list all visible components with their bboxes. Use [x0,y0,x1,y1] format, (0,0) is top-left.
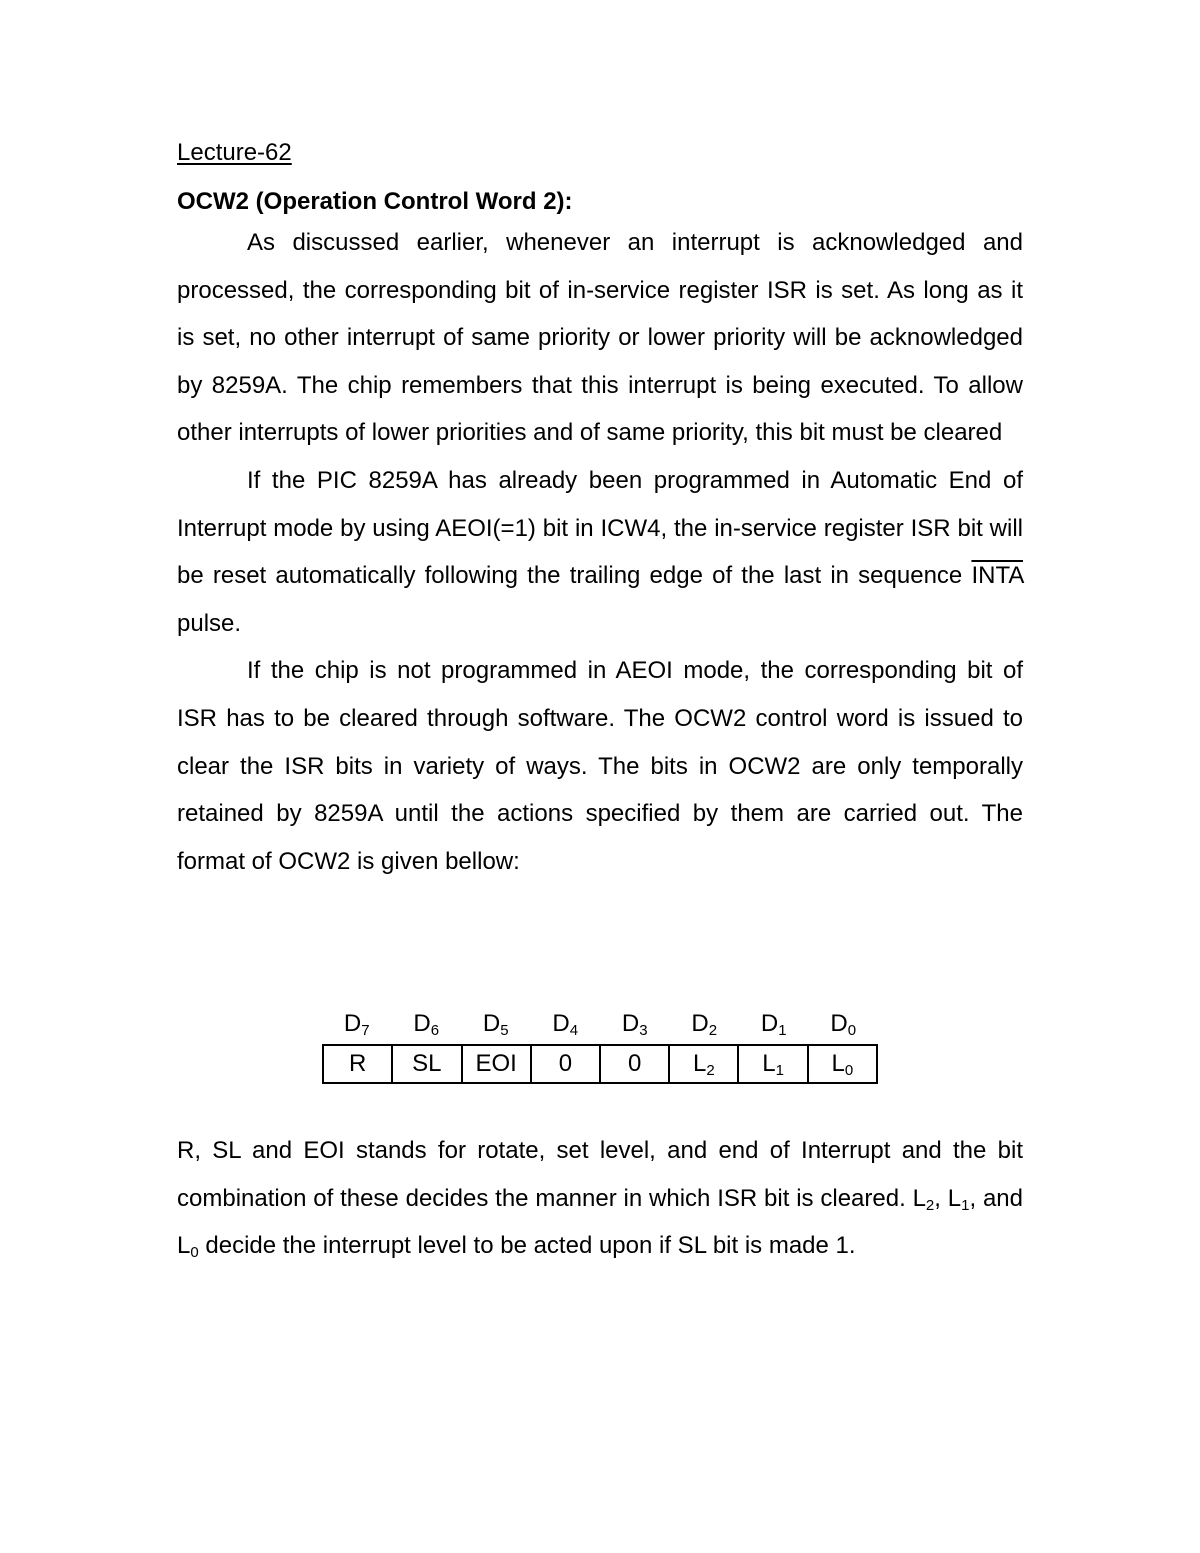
bit-cell: EOI [462,1045,531,1083]
paragraph-aeoi [177,457,1023,647]
inta-signal: INTA [971,562,1023,590]
bit-label: $D_6$ [413,1010,440,1039]
bit-cell: $L_1$ [738,1045,807,1083]
document-page [177,130,1023,885]
bit-label: $D_3$ [621,1010,648,1039]
bit-position-labels [322,1008,878,1040]
bit-cell: $L_0$ [808,1045,877,1083]
paragraph-aeoi-end: pulse. [177,609,242,637]
paragraph-isr-set: As discussed earlier, whenever an interrupt is acknowledged and processed, the corresponding bit of in-service register ISR is set. As long as it is set, no other interrupt of same priority or lower priority will be acknowledged by 8259A. The chip remembers that this interrupt is being executed. To allow other interrupts of lower priorities and of same priority, this bit must be cleared [177,229,1023,447]
bit-cell: R [323,1045,392,1083]
bit-format-table [322,1044,878,1084]
paragraph-software-clear: If the chip is not programmed in AEOI mode, the corresponding bit of ISR has to be cleared through software. The OCW2 control word is issued to clear the ISR bits in variety of ways. The bits in OCW2 are only temporally retained by 8259A until the actions specified by them are carried out. The format of OCW2 is given bellow: [177,657,1023,875]
lecture-title: Lecture-62 [177,139,292,166]
bit-cell: 0 [531,1045,600,1083]
bit-label: $D_2$ [691,1010,718,1039]
bit-label: $D_0$ [830,1010,857,1039]
paragraph-aeoi-text: If the PIC 8259A has already been programmed in Automatic End of Interrupt mode by using AEOI(=1) bit in ICW4, the in-service register ISR bit will be reset automatically following the trailing edge of the last in sequence [177,466,1023,590]
bit-description-section [177,1122,1023,1270]
bit-label: $D_5$ [482,1010,509,1039]
bit-label: $D_1$ [760,1010,787,1039]
paragraph-bit-description: R, SL and EOI stands for rotate, set level, and end of Interrupt and the bit combination of these decides the manner in which ISR bit is cleared. $L_2$, $L_1$, and $L_0$ decide the interrupt level to be acted upon if SL bit is made 1. [177,1137,1023,1262]
bit-cell: 0 [600,1045,669,1083]
table-row [323,1045,877,1083]
section-heading: OCW2 (Operation Control Word 2): [177,188,573,215]
bit-label: $D_7$ [343,1010,370,1039]
bit-label: $D_4$ [552,1010,579,1039]
bit-cell: SL [392,1045,461,1083]
ocw2-bit-format [322,1008,878,1084]
bit-cell: $L_2$ [669,1045,738,1083]
